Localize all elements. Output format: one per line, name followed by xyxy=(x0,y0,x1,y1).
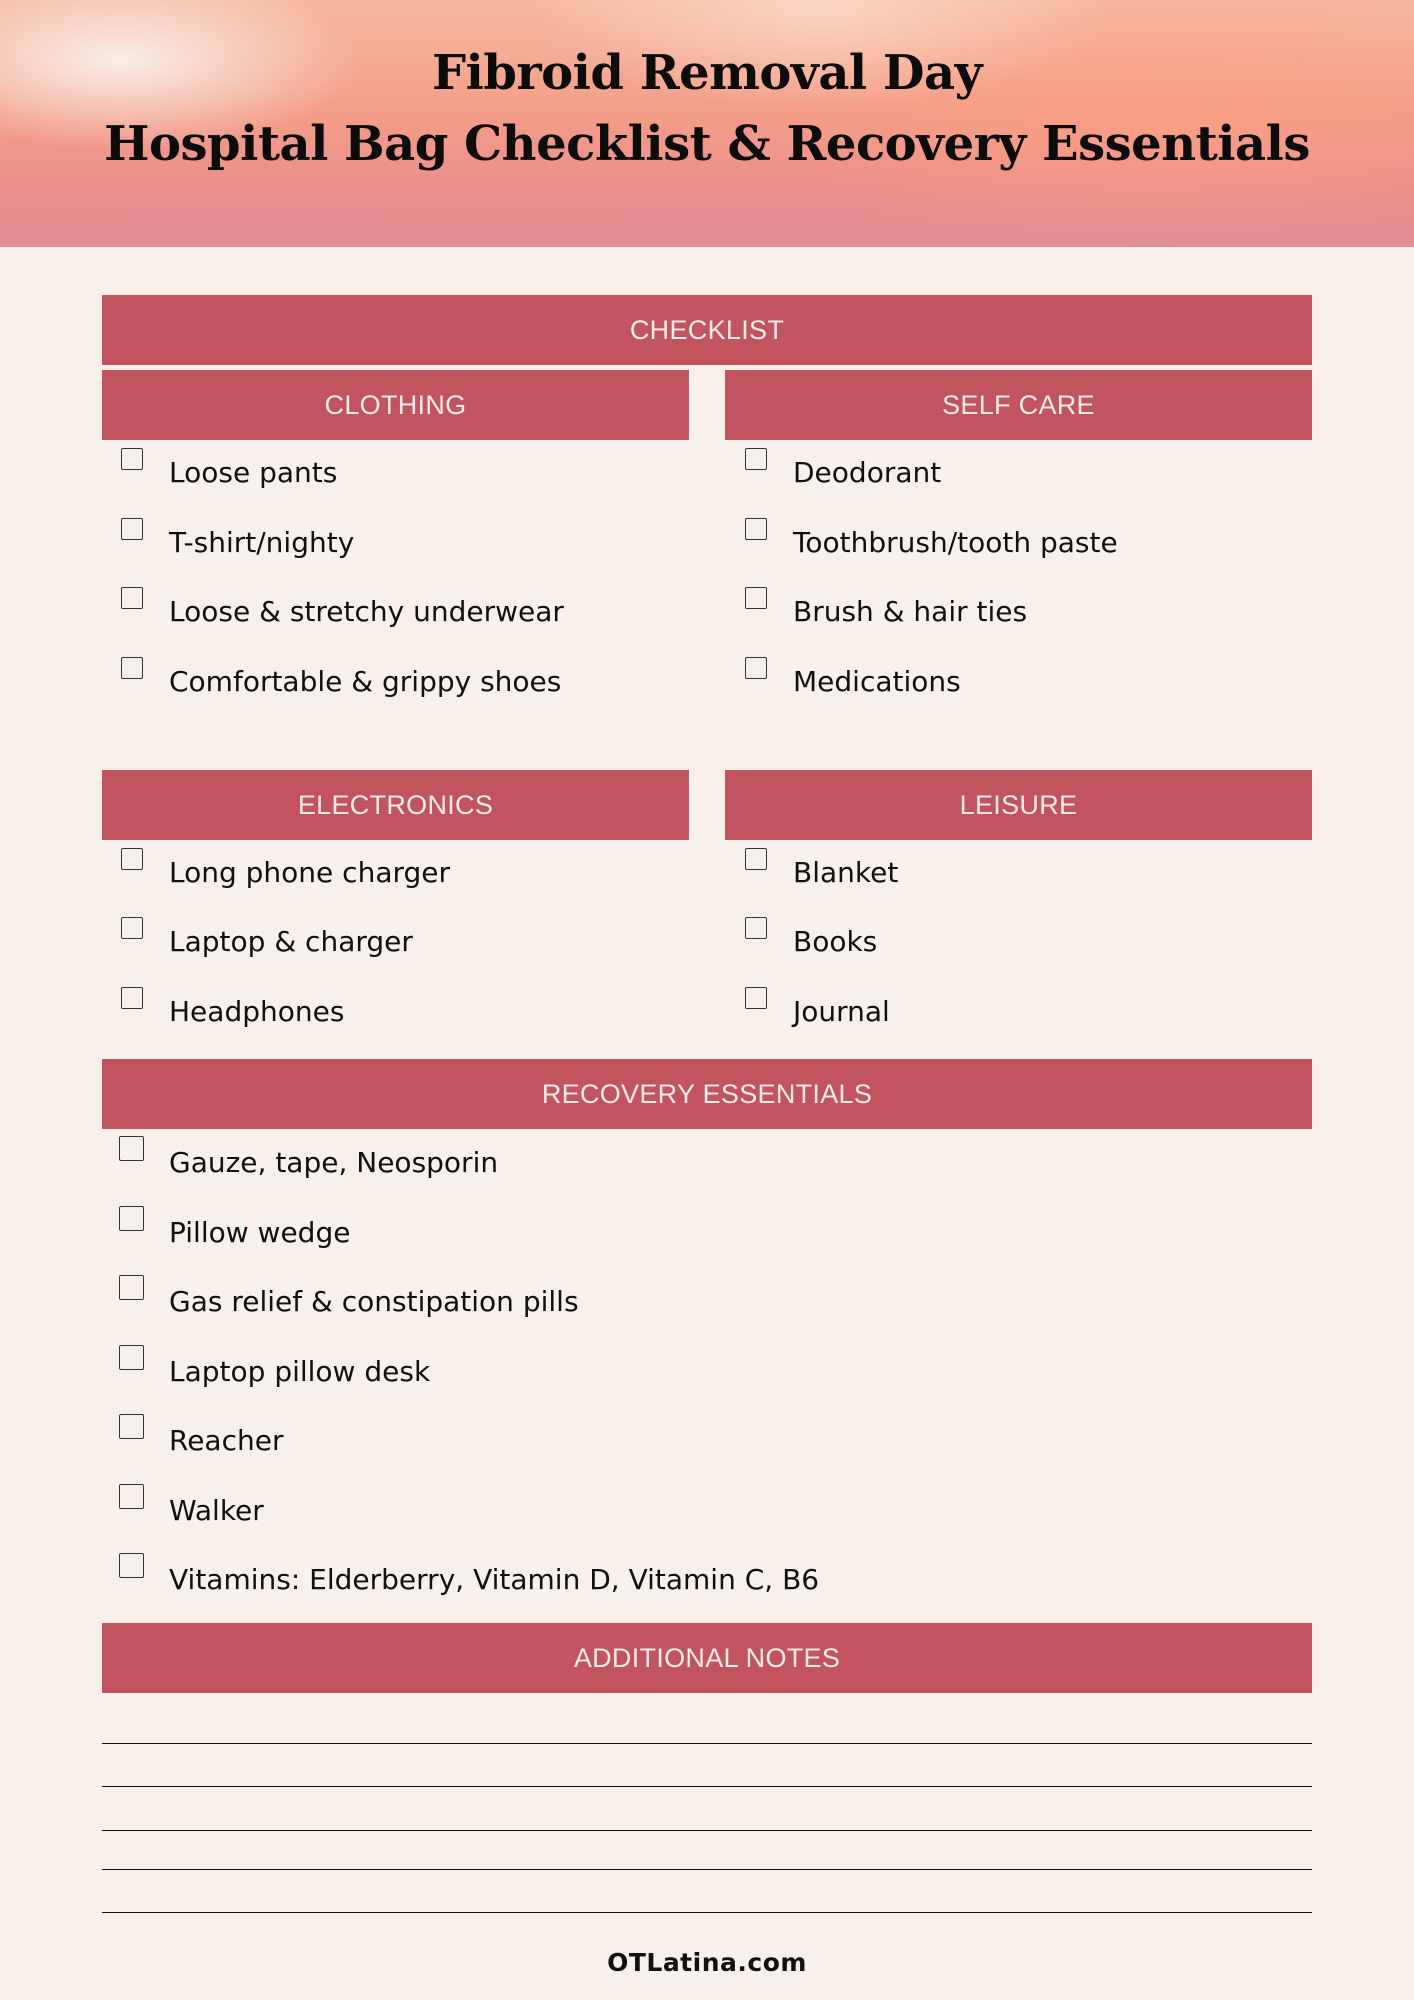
self-care-item-label: Medications xyxy=(793,665,961,698)
recovery-item xyxy=(119,1275,1299,1318)
checkbox[interactable] xyxy=(119,1414,144,1439)
note-line[interactable] xyxy=(102,1743,1312,1744)
leisure-item xyxy=(745,917,1305,957)
footer-site-name: OTLatina.com xyxy=(607,1948,807,1977)
checkbox[interactable] xyxy=(121,657,143,679)
note-line[interactable] xyxy=(102,1830,1312,1831)
checkbox[interactable] xyxy=(119,1275,144,1300)
recovery-item-label: Gauze, tape, Neosporin xyxy=(169,1146,499,1179)
page-title-line-1: Fibroid Removal Day xyxy=(432,45,982,101)
checkbox[interactable] xyxy=(119,1206,144,1231)
checkbox[interactable] xyxy=(121,848,143,870)
header-banner xyxy=(0,0,1414,247)
recovery-essentials-heading: RECOVERY ESSENTIALS xyxy=(102,1059,1312,1129)
leisure-heading: LEISURE xyxy=(725,770,1312,840)
checkbox[interactable] xyxy=(745,657,767,679)
checkbox[interactable] xyxy=(119,1345,144,1370)
recovery-item xyxy=(119,1484,1299,1527)
clothing-item xyxy=(121,518,681,558)
note-line[interactable] xyxy=(102,1869,1312,1870)
checkbox[interactable] xyxy=(121,518,143,540)
checkbox[interactable] xyxy=(745,987,767,1009)
recovery-item-label: Reacher xyxy=(169,1424,284,1457)
self-care-item-label: Brush & hair ties xyxy=(793,595,1028,628)
leisure-item-label: Journal xyxy=(793,995,890,1028)
clothing-item-label: Comfortable & grippy shoes xyxy=(169,665,562,698)
checkbox[interactable] xyxy=(119,1136,144,1161)
recovery-item-label: Pillow wedge xyxy=(169,1216,351,1249)
recovery-item xyxy=(119,1206,1299,1249)
note-line[interactable] xyxy=(102,1912,1312,1913)
checkbox[interactable] xyxy=(119,1484,144,1509)
electronics-item xyxy=(121,987,681,1027)
checkbox[interactable] xyxy=(121,448,143,470)
note-line[interactable] xyxy=(102,1786,1312,1787)
leisure-item xyxy=(745,848,1305,888)
self-care-item-label: Toothbrush/tooth paste xyxy=(793,526,1118,559)
self-care-item xyxy=(745,448,1305,488)
recovery-item-label: Walker xyxy=(169,1494,264,1527)
leisure-item xyxy=(745,987,1305,1027)
electronics-item-label: Headphones xyxy=(169,995,345,1028)
recovery-item xyxy=(119,1414,1299,1457)
self-care-heading: SELF CARE xyxy=(725,370,1312,440)
clothing-item xyxy=(121,587,681,627)
leisure-item-label: Books xyxy=(793,925,878,958)
checkbox[interactable] xyxy=(119,1553,144,1578)
checkbox[interactable] xyxy=(745,518,767,540)
self-care-item-label: Deodorant xyxy=(793,456,942,489)
electronics-item-label: Laptop & charger xyxy=(169,925,413,958)
electronics-heading: ELECTRONICS xyxy=(102,770,689,840)
checkbox[interactable] xyxy=(745,448,767,470)
checkbox[interactable] xyxy=(121,917,143,939)
checkbox[interactable] xyxy=(745,917,767,939)
clothing-item xyxy=(121,448,681,488)
recovery-item-label: Laptop pillow desk xyxy=(169,1355,431,1388)
checkbox[interactable] xyxy=(745,848,767,870)
leisure-item-label: Blanket xyxy=(793,856,899,889)
page-title-line-2: Hospital Bag Checklist & Recovery Essentials xyxy=(104,116,1310,172)
checkbox[interactable] xyxy=(121,587,143,609)
electronics-item xyxy=(121,917,681,957)
clothing-item-label: Loose pants xyxy=(169,456,338,489)
clothing-item xyxy=(121,657,681,697)
clothing-heading: CLOTHING xyxy=(102,370,689,440)
recovery-item-label: Vitamins: Elderberry, Vitamin D, Vitamin C, B6 xyxy=(169,1563,820,1596)
checkbox[interactable] xyxy=(745,587,767,609)
self-care-item xyxy=(745,657,1305,697)
recovery-item xyxy=(119,1136,1299,1179)
clothing-item-label: T-shirt/nighty xyxy=(169,526,355,559)
electronics-item-label: Long phone charger xyxy=(169,856,451,889)
self-care-item xyxy=(745,518,1305,558)
self-care-item xyxy=(745,587,1305,627)
checkbox[interactable] xyxy=(121,987,143,1009)
additional-notes-heading: ADDITIONAL NOTES xyxy=(102,1623,1312,1693)
recovery-item xyxy=(119,1553,1299,1596)
electronics-item xyxy=(121,848,681,888)
checklist-heading: CHECKLIST xyxy=(102,295,1312,365)
recovery-item-label: Gas relief & constipation pills xyxy=(169,1285,579,1318)
recovery-item xyxy=(119,1345,1299,1388)
clothing-item-label: Loose & stretchy underwear xyxy=(169,595,564,628)
